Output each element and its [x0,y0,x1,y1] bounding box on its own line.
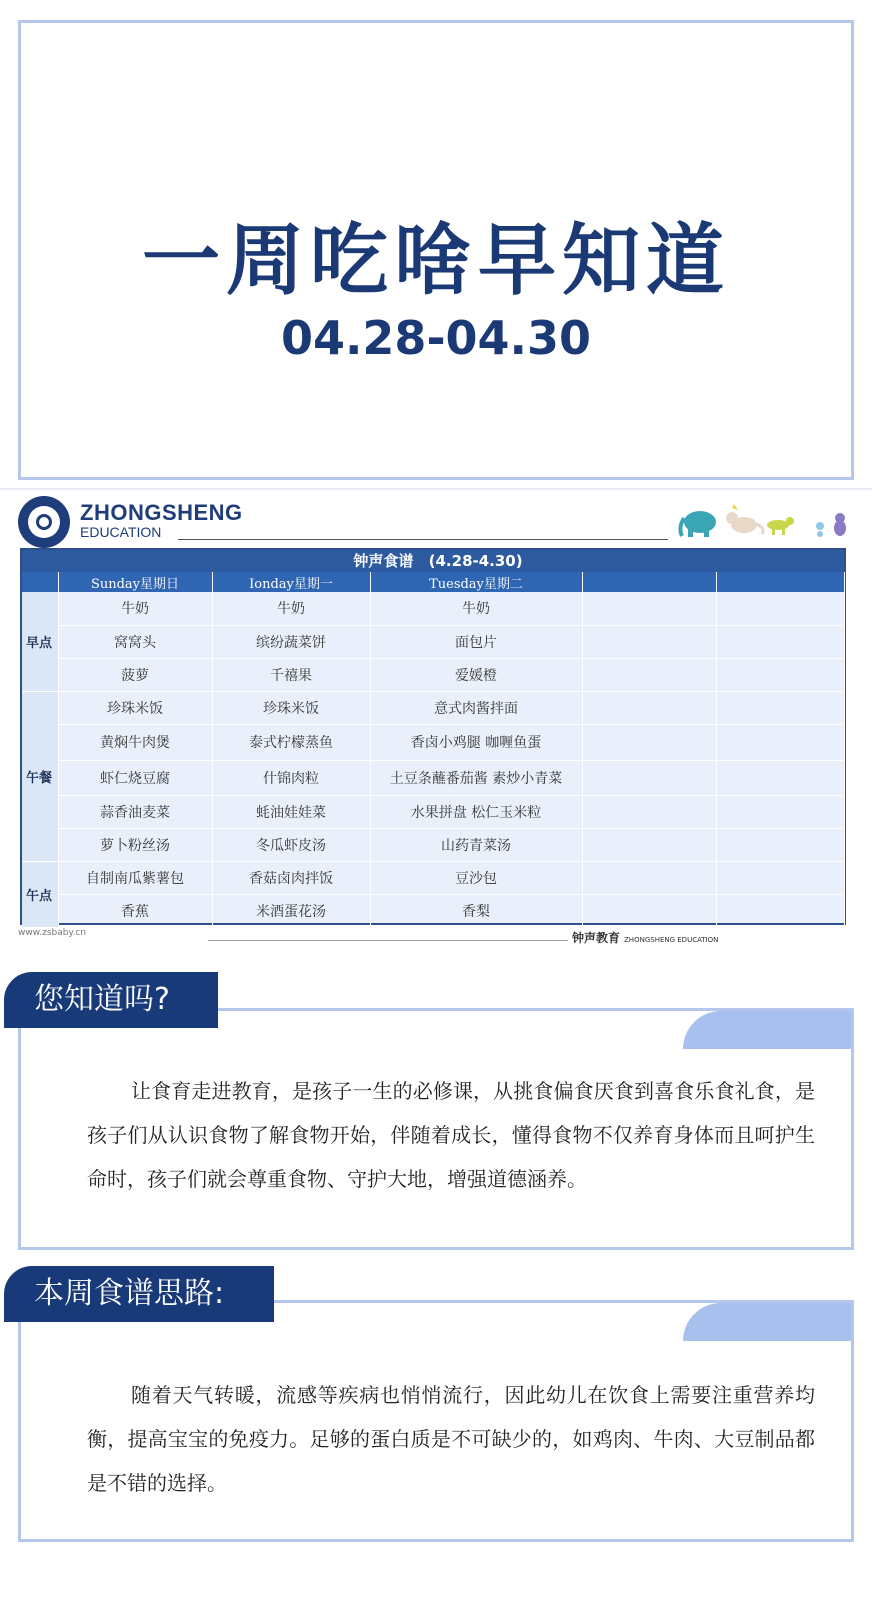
menu-cell: 萝卜粉丝汤 [58,828,212,861]
menu-cell: 牛奶 [212,592,370,625]
menu-cell: 泰式柠檬蒸鱼 [212,724,370,760]
section-label: 午餐 [22,691,58,861]
table-row [22,828,844,861]
table-row [22,861,844,894]
menu-cell: 牛奶 [370,592,582,625]
menu-cell: 面包片 [370,625,582,658]
menu-cell: 香梨 [370,894,582,927]
footer-brand-cn: 钟声教育 [572,931,621,945]
menu-cell: 自制南瓜紫薯包 [58,861,212,894]
table-row [22,724,844,760]
hero-card [18,20,854,480]
divider [178,539,668,540]
column-header [582,572,716,592]
menu-cell: 豆沙包 [370,861,582,894]
school-logo-icon [18,496,70,548]
card-heading [4,1266,256,1322]
card-text: 随着天气转暖，流感等疾病也悄悄流行，因此幼儿在饮食上需要注重营养均衡，提高宝宝的免疫力。足够的蛋白质是不可缺少的，如鸡肉、牛肉、大豆制品都是不错的选择。 [87,1383,815,1495]
column-header: Tuesday星期二 [370,572,582,592]
menu-cell: 香菇卤肉拌饭 [212,861,370,894]
page-title: 一周吃啥早知道 [141,216,730,306]
website-url: www.zsbaby.cn [18,928,87,938]
card-heading [4,972,200,1028]
column-header: Ionday星期一 [212,572,370,592]
menu-cell: 米酒蛋花汤 [212,894,370,927]
brand-sub: EDUCATION [80,524,162,540]
info-card-did-you-know [18,1008,854,1250]
table-title-text: 钟声食谱 [353,552,414,570]
menu-cell: 窝窝头 [58,625,212,658]
column-header: Sunday星期日 [58,572,212,592]
menu-cell: 珍珠米饭 [212,691,370,724]
column-header [22,572,58,592]
menu-cell: 冬瓜虾皮汤 [212,828,370,861]
menu-cell: 菠萝 [58,658,212,691]
menu-cell: 珍珠米饭 [58,691,212,724]
table-row [22,625,844,658]
menu-section [0,488,872,958]
table-row [22,658,844,691]
column-header [716,572,844,592]
menu-cell: 水果拼盘 松仁玉米粒 [370,795,582,828]
menu-cell: 香卤小鸡腿 咖喱鱼蛋 [370,724,582,760]
decorative-quarter-circle [683,1303,851,1341]
table-title-range: (4.28-4.30) [428,552,523,570]
menu-cell: 虾仁烧豆腐 [58,760,212,795]
menu-cell: 千禧果 [212,658,370,691]
menu-cell: 土豆条蘸番茄酱 素炒小青菜 [370,760,582,795]
footer-brand-en: ZHONGSHENG EDUCATION [624,936,719,944]
divider [208,940,568,941]
date-range: 04.28-04.30 [280,311,592,365]
animals-decoration-icon [674,498,854,542]
section-label: 早点 [22,592,58,691]
menu-cell: 牛奶 [58,592,212,625]
menu-cell: 香蕉 [58,894,212,927]
table-row [22,894,844,927]
menu-grid [22,572,845,928]
decorative-quarter-circle [683,1011,851,1049]
info-card-menu-idea [18,1300,854,1542]
table-row [22,760,844,795]
table-row [22,592,844,625]
table-row [22,691,844,724]
menu-cell: 蒜香油麦菜 [58,795,212,828]
menu-cell: 什锦肉粒 [212,760,370,795]
menu-cell: 爱媛橙 [370,658,582,691]
card-heading-text: 本周食谱思路: [34,1276,225,1311]
menu-cell: 山药青菜汤 [370,828,582,861]
table-header-row [22,572,844,592]
divider [0,488,872,490]
card-text: 让食育走进教育，是孩子一生的必修课，从挑食偏食厌食到喜食乐食礼食，是孩子们从认识食物了解食物开始，伴随着成长，懂得食物不仅养育身体而且呵护生命时，孩子们就会尊重食物、守护大地，增强道德涵养。 [87,1079,815,1191]
brand-name: ZHONGSHENG [80,500,243,525]
menu-cell: 意式肉酱拌面 [370,691,582,724]
card-heading-text: 您知道吗? [34,982,170,1017]
menu-cell: 蚝油娃娃菜 [212,795,370,828]
menu-cell: 黄焖牛肉煲 [58,724,212,760]
menu-cell: 缤纷蔬菜饼 [212,625,370,658]
section-label: 午点 [22,861,58,927]
menu-table [20,548,846,925]
footer-brand [572,929,718,946]
table-row [22,795,844,828]
table-title [22,550,844,572]
